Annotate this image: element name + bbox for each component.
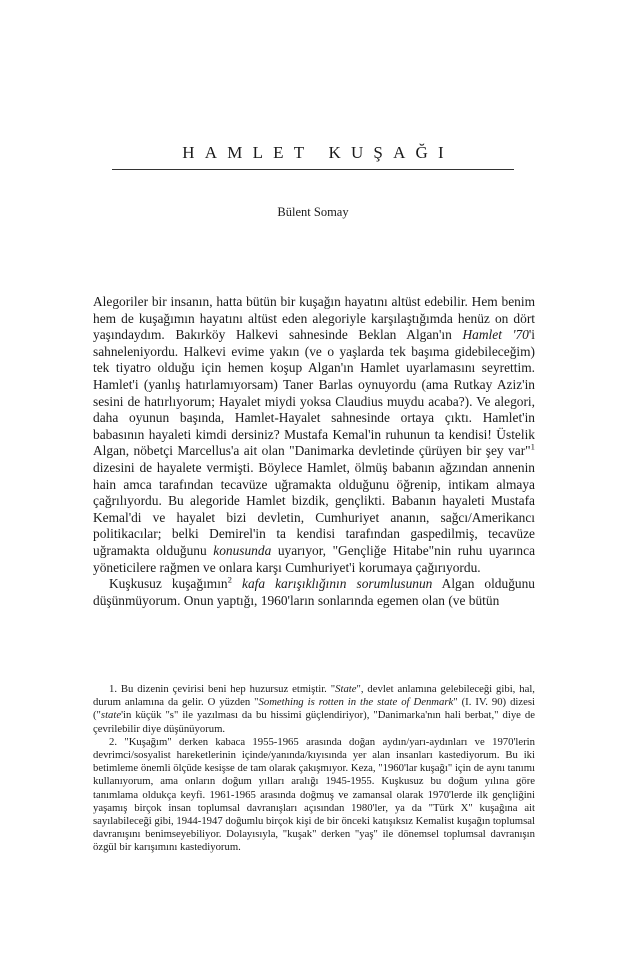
page-title: HAMLET KUŞAĞI — [182, 143, 454, 162]
paragraph-1: Alegoriler bir insanın, hatta bütün bir kuşağın hayatını altüst edebilir. Hem benim hem de kuşağımın hayatını altüst eden alegoriyle karşılaştığımda henüz on dört yaşındaydım. Bakırköy Halkevi sahnesinde Beklan Algan'ın Hamlet '70'i sahneleniyordu. Halkevi evime yakın (ve o yaşlarda tek başıma gidebileceğim) tek tiyatro olduğu için hemen koşup Algan'ın Hamlet uyarlamasını seyrettim. Hamlet'i (yanlış hatırlamıyorsam) Taner Barlas oynuyordu (ama Rutkay Aziz'in sesini de hatırlıyorum; Hayalet miydi yoksa Claudius muydu acaba?). Ve alegori, daha oyunun başında, Hamlet-Hayalet sahnesinde ortaya çıktı. Hamlet'in babasının hayaleti kimdi dersiniz? Mustafa Kemal'in ruhunun ta kendisi! Üstelik Algan, nöbetçi Marcellus'a ait olan "Danimarka devletinde çürüyen bir şey var"$^1$ dizesini de hayalete vermişti. Böylece Hamlet, ölmüş babanın ağzından annenin hain amca tarafından tecavüze uğramakta olduğunu öğrenip, intikam almaya çağrılıyordu. Bu alegoride Hamlet bizdik, gençlikti. Babanın hayaleti Mustafa Kemal'di ve hayalet bizi devletin, Cumhuriyet ananın, sağcı/Amerikancı politikacılar; belki Demirel'in ta kendisi tarafından gaspedilmiş, tecavüze uğramakta olduğunu konusunda uyarıyor, "Gençliğe Hitabe"nin ruhu uyarınca yöneticilere rağmen ve onlara karşı Cumhuriyet'i korumaya çağırıyordu. — [93, 294, 536, 575]
author-name: Bülent Somay — [277, 205, 349, 219]
footnote-ref-1: 1 — [530, 441, 535, 452]
paragraph-2: Kuşkusuz kuşağımın$^2$ kafa karışıklığının sorumlusunun Algan olduğunu düşünmüyorum. Onun yaptığı, 1960'ların sonlarında egemen olan (ve bütün — [93, 574, 535, 608]
footnote-1: 1. Bu dizenin çevirisi beni hep huzursuz etmiştir. "State", devlet anlamına gelebileceği gibi, hal, durum anlamına da gelir. O yüzden "Something is rotten in the state of Denmark" (I. IV. 90) dizesi ("state'in küçük "s" ile yazılması da bu hissimi güçlendiriyor), "Danimarka'nın hali berbat," diye de çevrilebilir diye düşünüyorum. — [93, 683, 535, 735]
body-text — [93, 294, 535, 609]
title-rule — [112, 169, 514, 170]
footnote-ref-2: 2 — [227, 574, 232, 585]
italic-play-title: Hamlet '70 — [462, 327, 529, 343]
footnote-2: 2. "Kuşağım" derken kabaca 1955-1965 arasında doğan aydın/yarı-aydınları ve 1970'lerin devrimci/sosyalist hareketlerinin içinde/yanında/kıyısında yer alan insanları kastediyorum. Bu iki betimleme önemli ölçüde kesişse de tam olarak çakışmıyor. Keza, "1960'lar kuşağı" için de aynı tanımı kullanıyorum, ama onların doğum yılları aralığı 1945-1955. Kuşkusuz bu doğum yılına göre tanımlama oldukça keyfi. 1961-1965 arasında doğmuş ve zamansal olarak 1970'lerde ilk gençliğini yaşamış birçok insan toplumsal davranışları açısından 1980'ler, ya da "Türk X" kuşağına ait sayılabileceği gibi, 1944-1947 doğumlu birçok kişi de bir önceki katışıksız Kemalist kuşağın toplumsal davranışını benimseyebiliyor. Dolayısıyla, "kuşak" derken "yaş" ile dönemsel toplumsal davranışın özgül bir karışımını kastediyorum. — [93, 735, 535, 854]
footnotes — [93, 683, 535, 855]
